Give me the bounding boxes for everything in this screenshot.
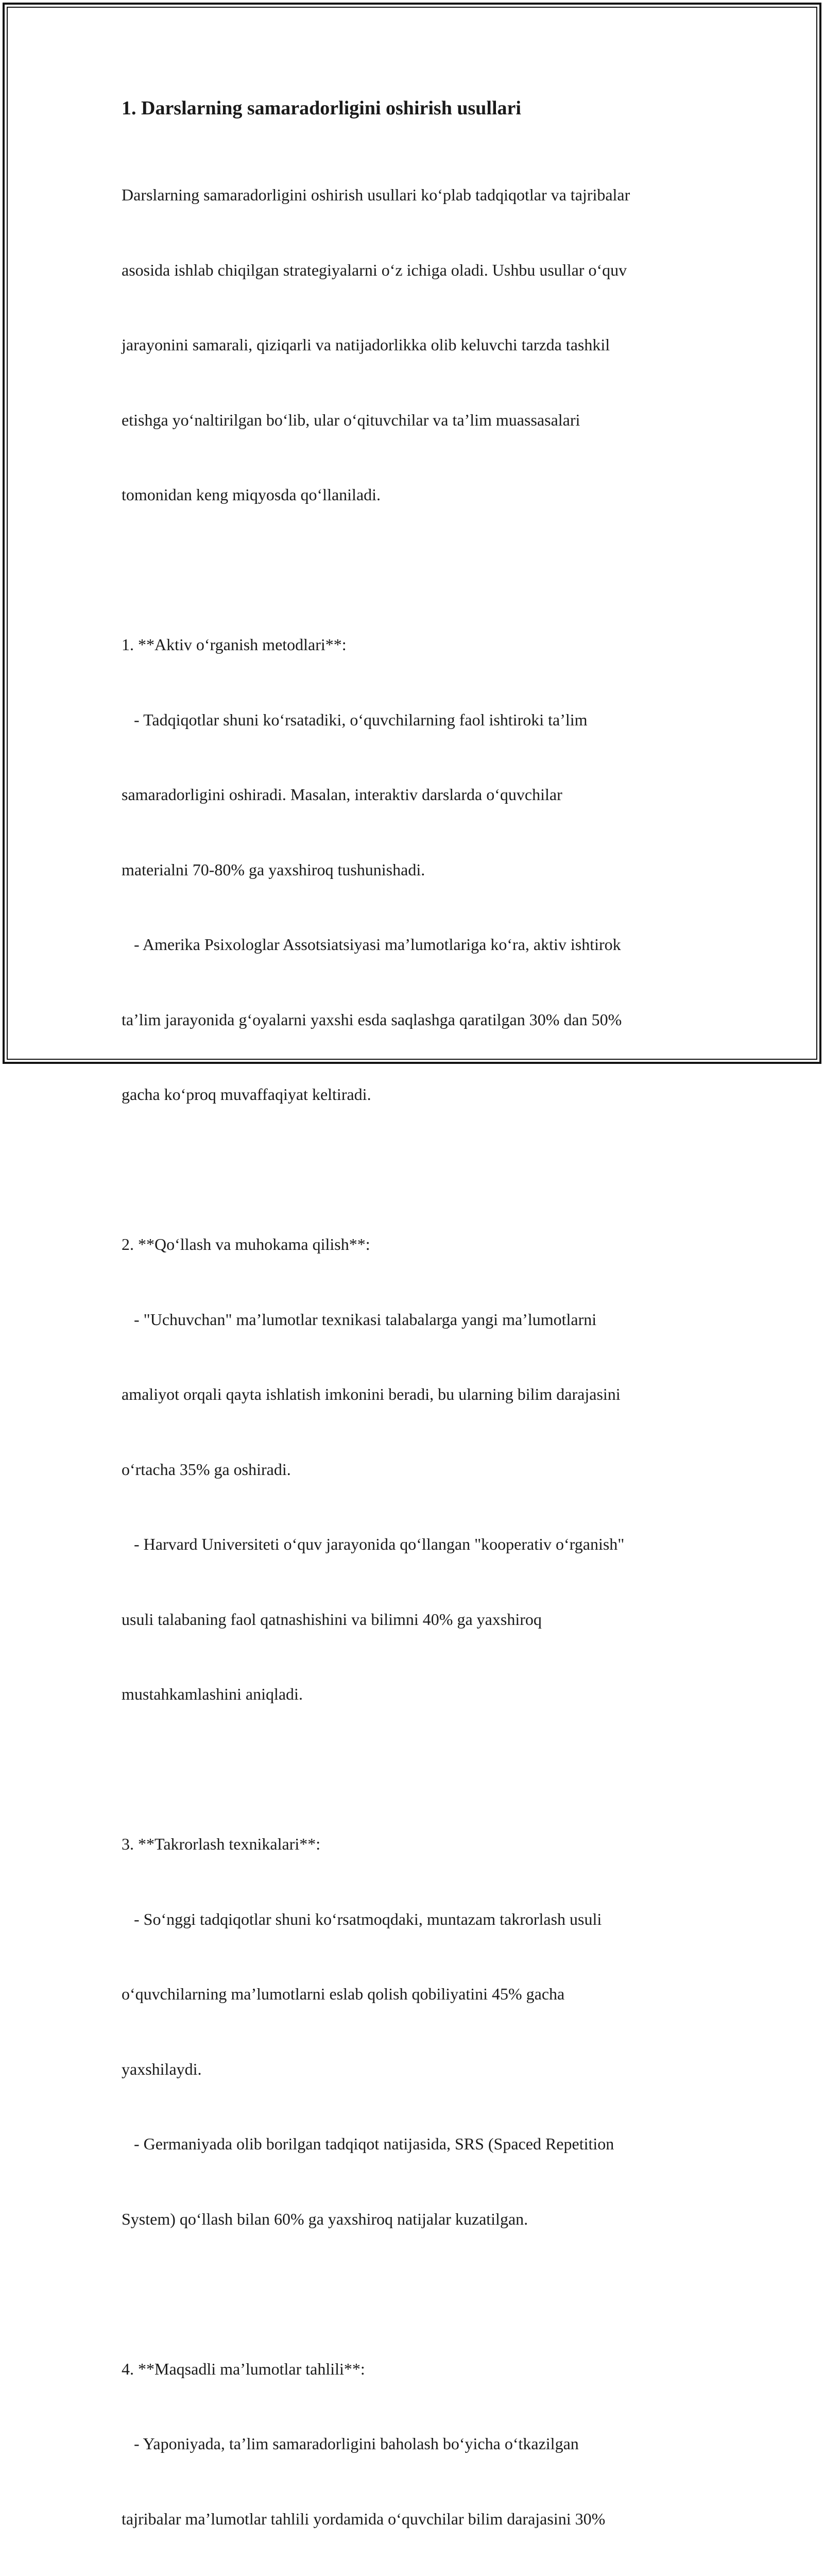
section-heading: 3. **Takrorlash texnikalari**: <box>122 1835 321 1854</box>
section-line: amaliyot orqali qayta ishlatish imkonini beradi, bu ularning bilim darajasini <box>122 1385 621 1404</box>
section-line: o‘rtacha 35% ga oshiradi. <box>122 1460 291 1479</box>
section-heading: 1. **Aktiv o‘rganish metodlari**: <box>122 635 347 654</box>
section-line: - "Uchuvchan" ma’lumotlar texnikasi talabalarga yangi ma’lumotlarni <box>122 1310 597 1329</box>
section-line: - Germaniyada olib borilgan tadqiqot natijasida, SRS (Spaced Repetition <box>122 2134 614 2154</box>
spacer <box>122 2281 719 2307</box>
section-2 <box>122 1182 719 1757</box>
section-1 <box>122 582 719 1157</box>
section-line: gacha ko‘proq muvaffaqiyat keltiradi. <box>122 1085 371 1104</box>
section-line: yaxshilaydi. <box>122 2059 202 2078</box>
intro-line: asosida ishlab chiqilgan strategiyalarni o‘z ichiga oladi. Ushbu usullar o‘quv <box>122 260 627 279</box>
section-line: o‘quvchilarning ma’lumotlarni eslab qolish qobiliyatini 45% gacha <box>122 1985 565 2004</box>
spacer <box>122 1757 719 1782</box>
section-line: - Amerika Psixologlar Assotsiatsiyasi ma’lumotlariga ko‘ra, aktiv ishtirok <box>122 935 621 954</box>
intro-line: etishga yo‘naltirilgan bo‘lib, ular o‘qituvchilar va ta’lim muassasalari <box>122 410 580 429</box>
intro-line: tomonidan keng miqyosda qo‘llaniladi. <box>122 485 381 504</box>
section-line: mustahkamlashini aniqladi. <box>122 1685 303 1704</box>
section-heading: 2. **Qo‘llash va muhokama qilish**: <box>122 1235 370 1254</box>
spacer <box>122 557 719 583</box>
section-4 <box>122 2307 719 2576</box>
section-line: usuli talabaning faol qatnashishini va bilimni 40% ga yaxshiroq <box>122 1609 542 1629</box>
section-line: tajribalar ma’lumotlar tahlili yordamida o‘quvchilar bilim darajasini 30% <box>122 2509 606 2528</box>
intro-line: Darslarning samaradorligini oshirish usullari ko‘plab tadqiqotlar va tajribalar <box>122 185 630 205</box>
section-line: - Harvard Universiteti o‘quv jarayonida qo‘llangan "kooperativ o‘rganish" <box>122 1535 625 1554</box>
intro-line: jarayonini samarali, qiziqarli va natijadorlikka olib keluvchi tarzda tashkil <box>122 335 610 354</box>
section-line: System) qo‘llash bilan 60% ga yaxshiroq natijalar kuzatilgan. <box>122 2209 528 2228</box>
section-line: - So‘nggi tadqiqotlar shuni ko‘rsatmoqdaki, muntazam takrorlash usuli <box>122 1909 602 1928</box>
section-3 <box>122 1782 719 2281</box>
document-body <box>122 96 719 2576</box>
section-line: - Yaponiyada, ta’lim samaradorligini baholash bo‘yicha o‘tkazilgan <box>122 2434 579 2453</box>
spacer <box>122 1157 719 1182</box>
intro-paragraph <box>122 132 719 557</box>
section-line: materialni 70-80% ga yaxshiroq tushunishadi. <box>122 860 425 879</box>
document-title: 1. Darslarning samaradorligini oshirish usullari <box>122 97 521 119</box>
section-heading: 4. **Maqsadli ma’lumotlar tahlili**: <box>122 2359 365 2378</box>
section-line: ta’lim jarayonida g‘oyalarni yaxshi esda saqlashga qaratilgan 30% dan 50% <box>122 1010 622 1029</box>
section-line: samaradorligini oshiradi. Masalan, interaktiv darslarda o‘quvchilar <box>122 785 562 804</box>
section-line: - Tadqiqotlar shuni ko‘rsatadiki, o‘quvchilarning faol ishtiroki ta’lim <box>122 710 588 729</box>
